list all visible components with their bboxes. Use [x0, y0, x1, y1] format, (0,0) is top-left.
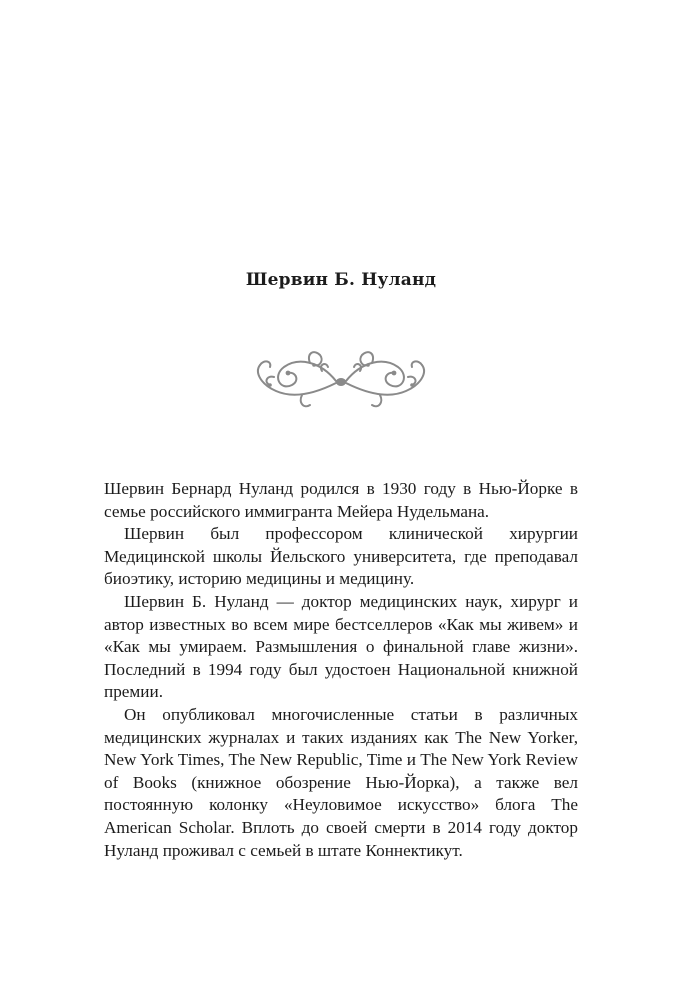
- bio-paragraph: Шервин Б. Нуланд — доктор медицинских наук, хирург и автор известных во всем мире бестселлеров «Как мы живем» и «Как мы умираем. Размышления о финальной главе жизни». Последний в 1994 году был удостоен Национальной книжной премии.: [104, 591, 578, 702]
- floral-flourish-icon: [250, 347, 432, 411]
- bio-paragraph: Шервин Бернард Нуланд родился в 1930 году в Нью-Йорке в семье российского иммигранта Мейера Нудельмана.: [104, 479, 578, 521]
- author-bio: [104, 478, 578, 862]
- bio-paragraph: Он опубликовал многочисленные статьи в различных медицинских журналах и таких изданиях как The New Yorker, New York Times, The New Republic, Time и The New York Review of Books (книжное обозрение Нью-Йорка), а также вел постоянную колонку «Неуловимое искусство» блога The American Scholar. Вплоть до своей смерти в 2014 году доктор Нуланд проживал с семьей в штате Коннектикут.: [104, 704, 578, 860]
- bio-paragraph: Шервин был профессором клинической хирургии Медицинской школы Йельского университета, где преподавал биоэтику, историю медицины и медицину.: [104, 524, 578, 589]
- page-title: Шервин Б. Нуланд: [245, 270, 437, 290]
